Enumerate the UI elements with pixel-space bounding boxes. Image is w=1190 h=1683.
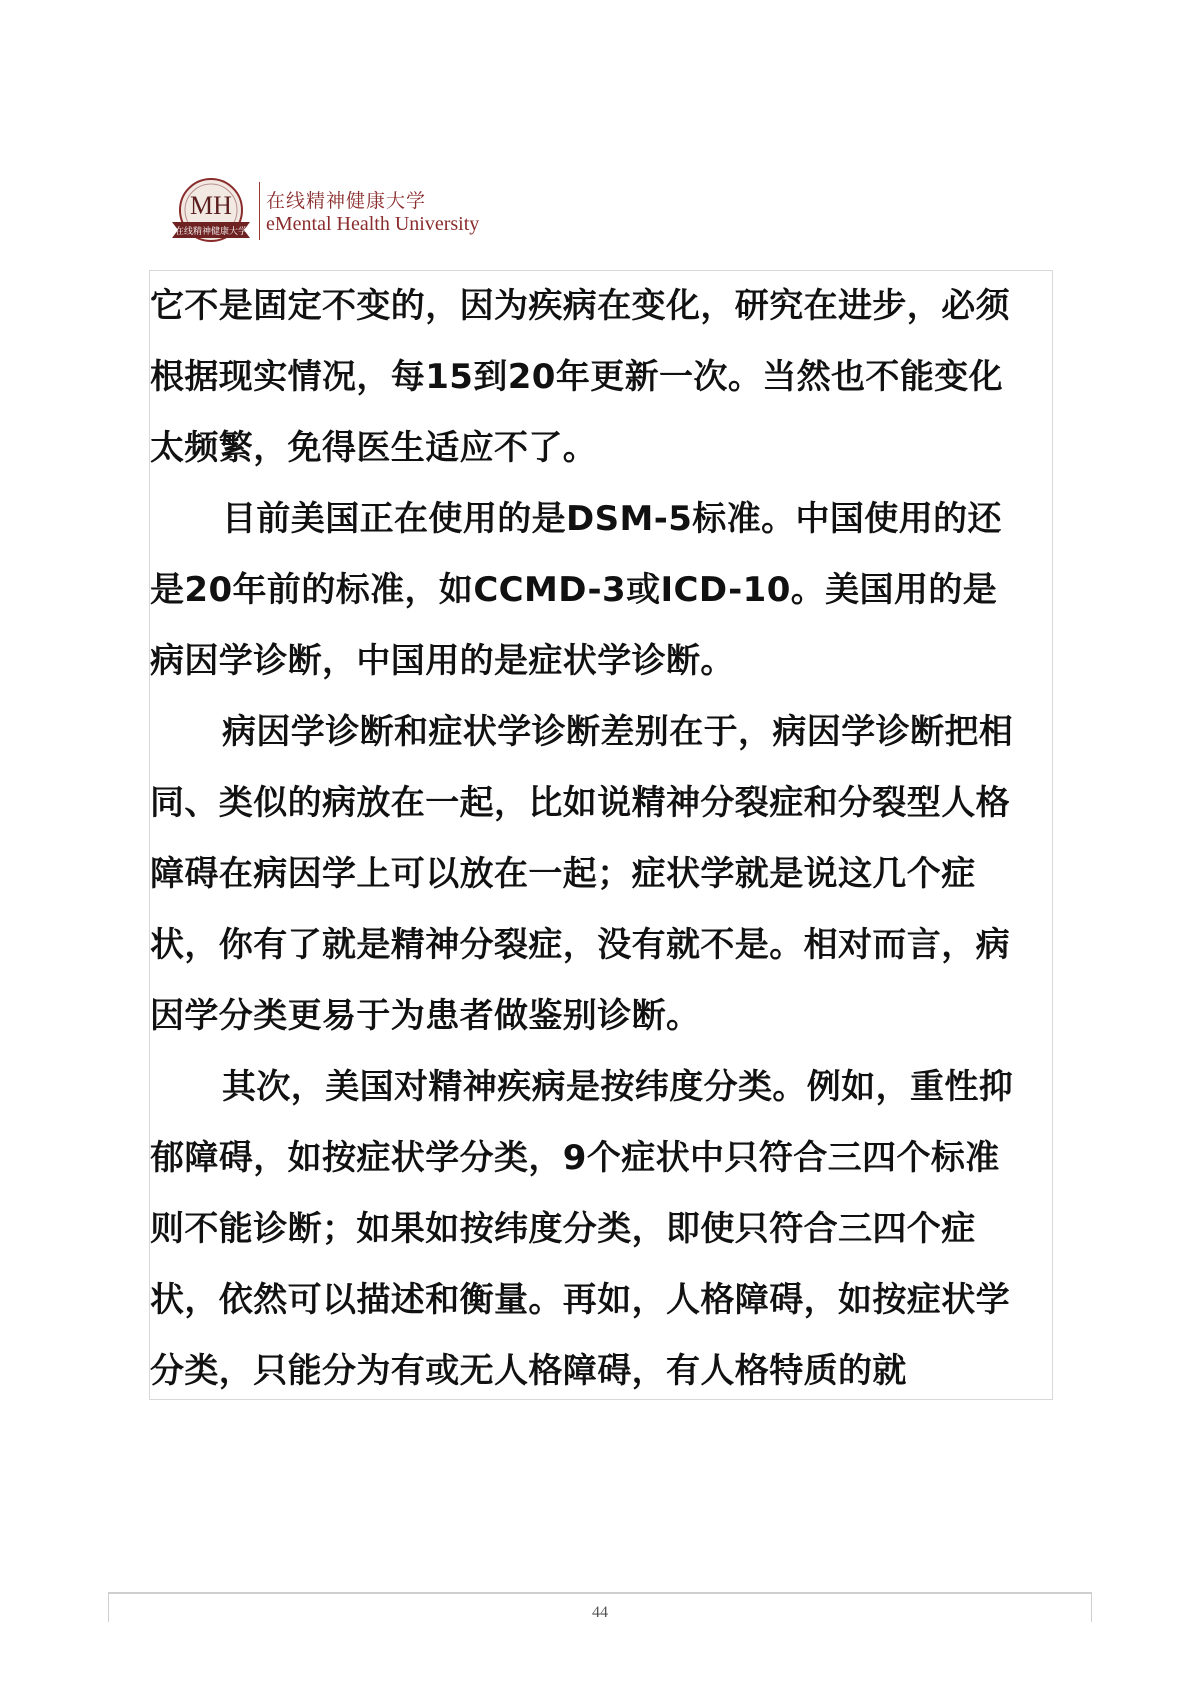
footer-rule-left xyxy=(108,1592,109,1622)
paragraph-1: 它不是固定不变的，因为疾病在变化，研究在进步，必须根据现实情况，每15到20年更新一次。当然也不能变化太频繁，免得医生适应不了。 xyxy=(150,286,1010,468)
university-seal-logo xyxy=(170,176,252,246)
svg-text:在线精神健康大学: 在线精神健康大学 xyxy=(174,227,248,237)
page-number: 44 xyxy=(592,1604,608,1621)
brand-name-en: eMental Health University xyxy=(266,213,480,235)
paragraph-4: 其次，美国对精神疾病是按纬度分类。例如，重性抑郁障碍，如按症状学分类，9个症状中只符合三四个标准则不能诊断；如果如按纬度分类，即使只符合三四个症状，依然可以描述和衡量。再如，人格障碍，如按症状学分类，只能分为有或无人格障碍，有人格特质的就 xyxy=(150,1067,1014,1391)
footer-rule-right xyxy=(1091,1592,1092,1622)
content-frame xyxy=(149,270,1053,1400)
brand-divider xyxy=(259,182,260,240)
brand-name-cn: 在线精神健康大学 xyxy=(266,190,427,212)
paragraph-3: 病因学诊断和症状学诊断差别在于，病因学诊断把相同、类似的病放在一起，比如说精神分裂症和分裂型人格障碍在病因学上可以放在一起；症状学就是说这几个症状，你有了就是精神分裂症，没有就不是。相对而言，病因学分类更易于为患者做鉴别诊断。 xyxy=(150,712,1014,1036)
body-text xyxy=(150,271,1030,1400)
footer-rule xyxy=(108,1592,1092,1594)
svg-text:MH: MH xyxy=(190,191,232,220)
paragraph-2: 目前美国正在使用的是DSM-5标准。中国使用的还是20年前的标准，如CCMD-3或ICD-10。美国用的是病因学诊断，中国用的是症状学诊断。 xyxy=(150,499,1002,681)
header-logo xyxy=(170,176,500,246)
